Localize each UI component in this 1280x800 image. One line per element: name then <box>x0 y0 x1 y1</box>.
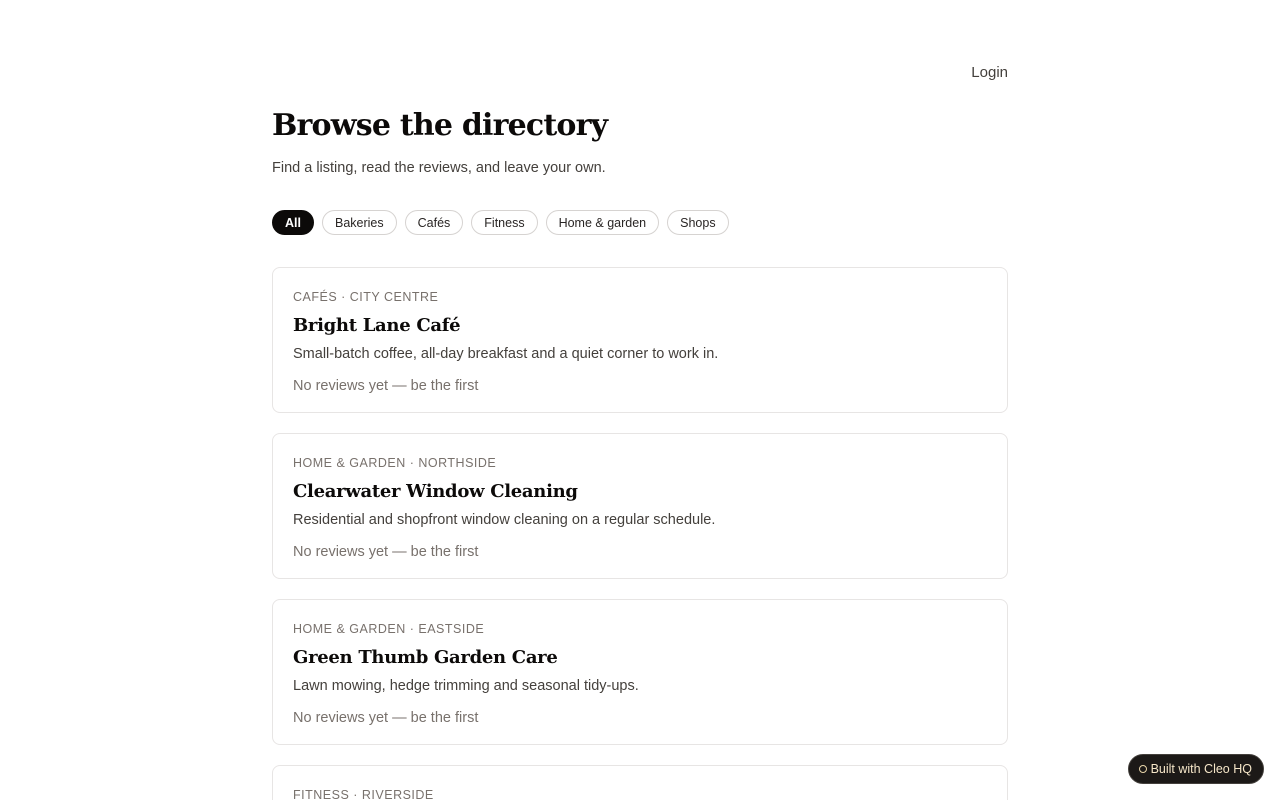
filter-chip-home-garden[interactable]: Home & garden <box>546 210 660 235</box>
category-filters <box>272 210 1008 235</box>
listing-meta: CAFÉS · CITY CENTRE <box>293 290 439 304</box>
page-subtitle: Find a listing, read the reviews, and leave your own. <box>272 160 606 176</box>
built-with-label: Built with Cleo HQ <box>1150 762 1252 776</box>
listing-list <box>272 267 1008 800</box>
listing-title[interactable]: Green Thumb Garden Care <box>293 647 558 668</box>
listing-review-status: No reviews yet — be the first <box>293 544 479 560</box>
filter-chip-bakeries[interactable]: Bakeries <box>322 210 397 235</box>
listing-meta: HOME & GARDEN · NORTHSIDE <box>293 456 497 470</box>
listing-title[interactable]: Bright Lane Café <box>293 315 461 336</box>
listing-review-status: No reviews yet — be the first <box>293 378 479 394</box>
listing-title[interactable]: Clearwater Window Cleaning <box>293 481 578 502</box>
page-title: Browse the directory <box>272 108 608 143</box>
listing-description: Residential and shopfront window cleaning on a regular schedule. <box>293 512 716 528</box>
listing-card[interactable] <box>272 267 1008 413</box>
main-container <box>272 0 1008 800</box>
listing-meta: FITNESS · RIVERSIDE <box>293 788 434 800</box>
top-bar <box>272 0 1008 94</box>
filter-chip-all[interactable]: All <box>272 210 314 235</box>
filter-chip-fitness[interactable]: Fitness <box>471 210 537 235</box>
filter-chip-shops[interactable]: Shops <box>667 210 728 235</box>
circle-icon <box>1139 765 1147 773</box>
listing-description: Lawn mowing, hedge trimming and seasonal tidy-ups. <box>293 678 639 694</box>
filter-chip-cafes[interactable]: Cafés <box>405 210 464 235</box>
built-with-badge[interactable] <box>1128 754 1264 784</box>
listing-card[interactable] <box>272 433 1008 579</box>
listing-review-status: No reviews yet — be the first <box>293 710 479 726</box>
listing-card[interactable] <box>272 599 1008 745</box>
listing-card[interactable] <box>272 765 1008 800</box>
listing-description: Small-batch coffee, all-day breakfast and a quiet corner to work in. <box>293 346 719 362</box>
login-link[interactable]: Login <box>971 64 1008 81</box>
listing-meta: HOME & GARDEN · EASTSIDE <box>293 622 485 636</box>
